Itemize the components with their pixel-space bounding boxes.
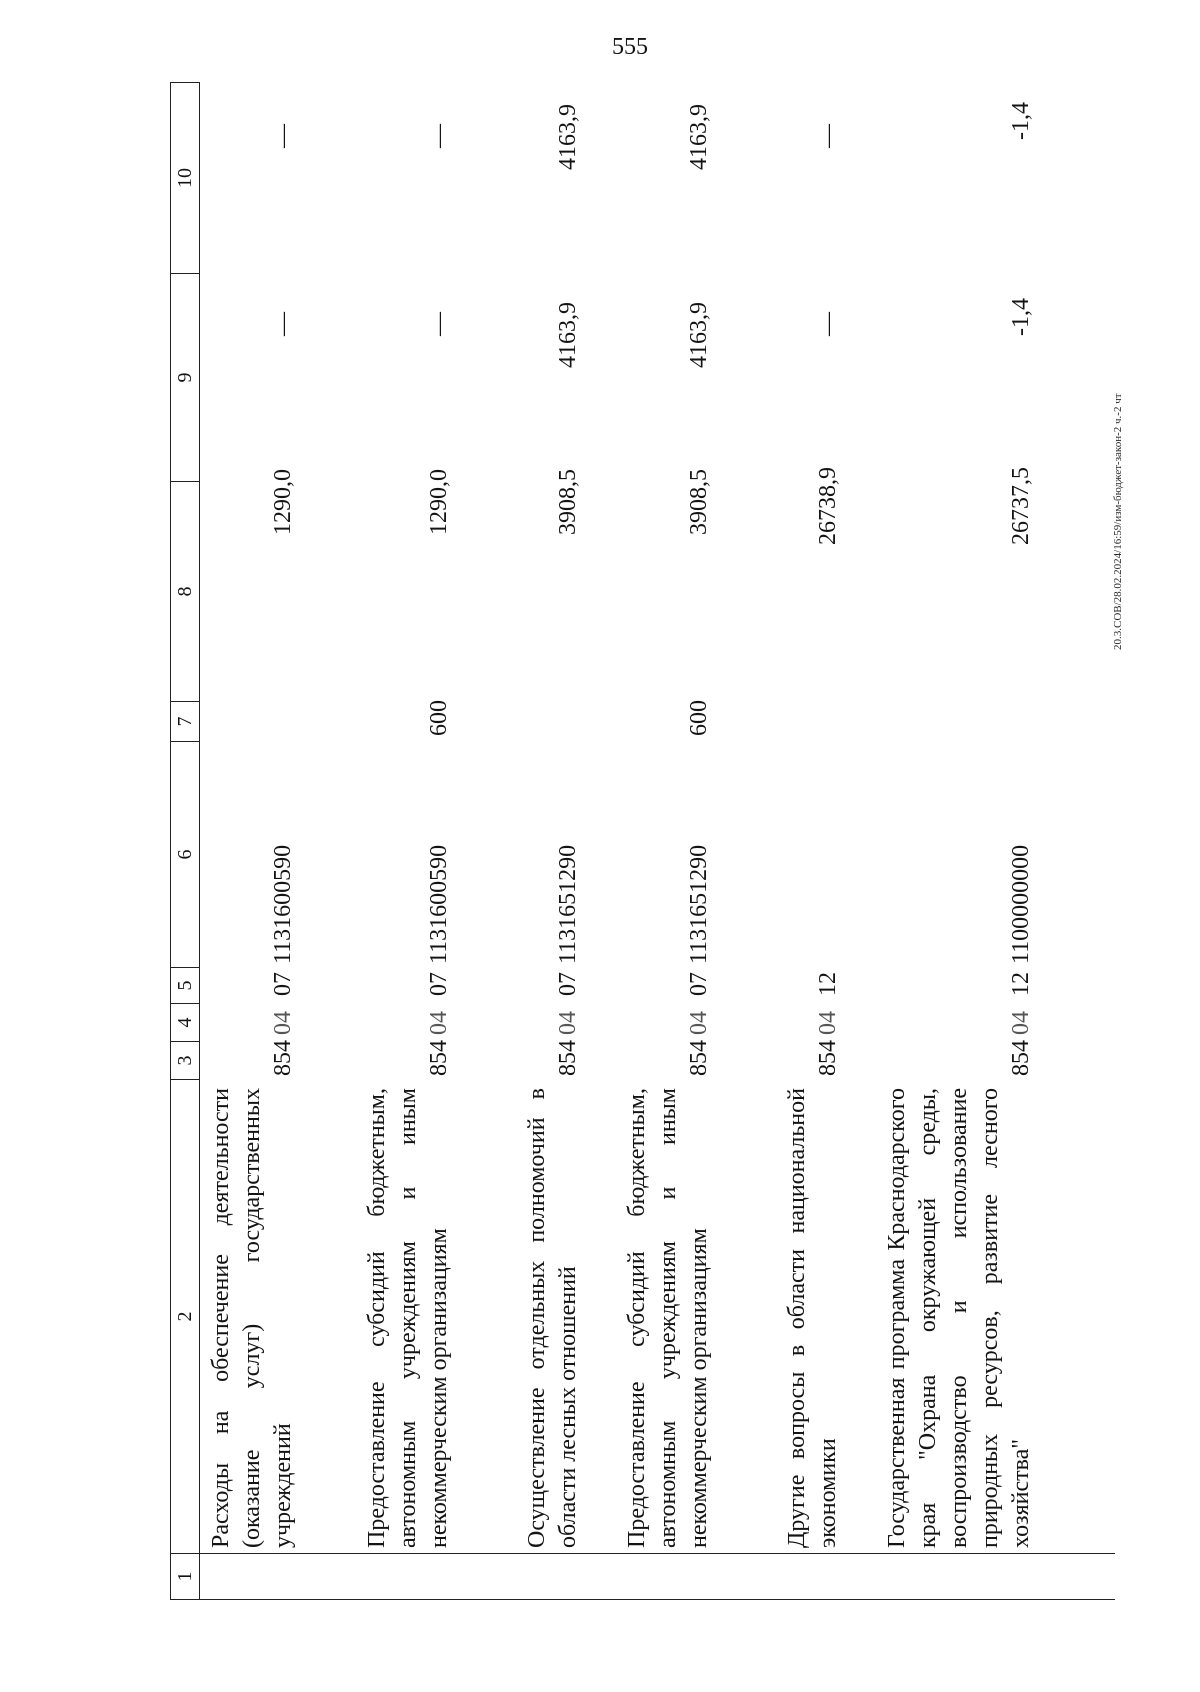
cell-c3: 854: [555, 1040, 581, 1076]
cell-c7: 600: [426, 700, 452, 736]
cell-c10: 4163,9: [555, 104, 581, 170]
cell-c6: 1131651290: [686, 844, 712, 964]
cell-c4: 04: [555, 1011, 581, 1035]
cell-c8: 26737,5: [1008, 467, 1034, 545]
row-description: Государственная программа Краснодарского края "Охрана окружающей среды, воспроизводство и использование природных ресурсов, развитие лесного хозяйства": [884, 1088, 1034, 1548]
row-description: Осуществление отдельных полномочий в области лесных отношений: [524, 1088, 581, 1548]
row-description: Предоставление субсидий бюджетным, автономным учреждениям и иным некоммерческим организациям: [624, 1088, 712, 1548]
cell-c8: 1290,0: [270, 469, 296, 535]
cell-c9: -1,4: [1008, 298, 1034, 336]
footer-stamp: 20.3.СОВ/28.02.2024/16:59/изм-бюджет-закон-2 ч.-2 чт: [1112, 393, 1124, 650]
row-description: Расходы на обеспечение деятельности (оказание услуг) государственных учреждений: [208, 1088, 296, 1548]
cell-c4: 04: [426, 1011, 452, 1035]
header-cell-1: 1: [171, 1553, 199, 1599]
cell-c8: 26738,9: [815, 467, 841, 545]
header-cell-4: 4: [171, 1003, 199, 1041]
cell-c6: 1131651290: [555, 844, 581, 964]
cell-c8: 1290,0: [426, 469, 452, 535]
budget-table: [170, 82, 1120, 1600]
cell-c4: 04: [1008, 1011, 1034, 1035]
left-border: [200, 1599, 1115, 1600]
cell-c5: 07: [686, 972, 712, 996]
cell-c5: 07: [426, 972, 452, 996]
cell-c10: 4163,9: [686, 104, 712, 170]
cell-c3: 854: [686, 1040, 712, 1076]
row-description: Другие вопросы в области национальной экономики: [784, 1088, 841, 1548]
header-cell-7: 7: [171, 701, 199, 741]
cell-c6: 1100000000: [1008, 844, 1034, 964]
cell-c3: 854: [426, 1040, 452, 1076]
cell-c5: 12: [1008, 972, 1034, 996]
header-cell-9: 9: [171, 273, 199, 481]
cell-c9: 4163,9: [555, 302, 581, 368]
cell-c9: 4163,9: [686, 302, 712, 368]
cell-c10: —: [815, 124, 841, 148]
cell-c4: 04: [815, 1011, 841, 1035]
page-number: 555: [612, 34, 648, 60]
table-header-row: [170, 82, 200, 1600]
cell-c5: 12: [815, 972, 841, 996]
cell-c9: —: [270, 312, 296, 336]
row-description: Предоставление субсидий бюджетным, автономным учреждениям и иным некоммерческим организациям: [364, 1088, 452, 1548]
header-cell-6: 6: [171, 741, 199, 967]
cell-c6: 1131600590: [270, 844, 296, 964]
header-cell-8: 8: [171, 481, 199, 701]
cell-c8: 3908,5: [555, 469, 581, 535]
cell-c4: 04: [686, 1011, 712, 1035]
header-cell-10: 10: [174, 168, 196, 188]
cell-c10: -1,4: [1008, 102, 1034, 140]
cell-c3: 854: [815, 1040, 841, 1076]
cell-c10: —: [270, 124, 296, 148]
rotated-table-container: [170, 82, 1120, 1600]
header-cell-3: 3: [171, 1041, 199, 1079]
cell-c5: 07: [270, 972, 296, 996]
cell-c4: 04: [270, 1011, 296, 1035]
header-cell-5: 5: [171, 967, 199, 1003]
header-cell-2: 2: [171, 1079, 199, 1553]
cell-c6: 1131600590: [426, 844, 452, 964]
cell-c8: 3908,5: [686, 469, 712, 535]
cell-c3: 854: [1008, 1040, 1034, 1076]
cell-c5: 07: [555, 972, 581, 996]
column-1-border: [200, 1553, 1115, 1554]
cell-c10: —: [426, 124, 452, 148]
cell-c9: —: [815, 312, 841, 336]
cell-c9: —: [426, 312, 452, 336]
cell-c3: 854: [270, 1040, 296, 1076]
cell-c7: 600: [686, 700, 712, 736]
